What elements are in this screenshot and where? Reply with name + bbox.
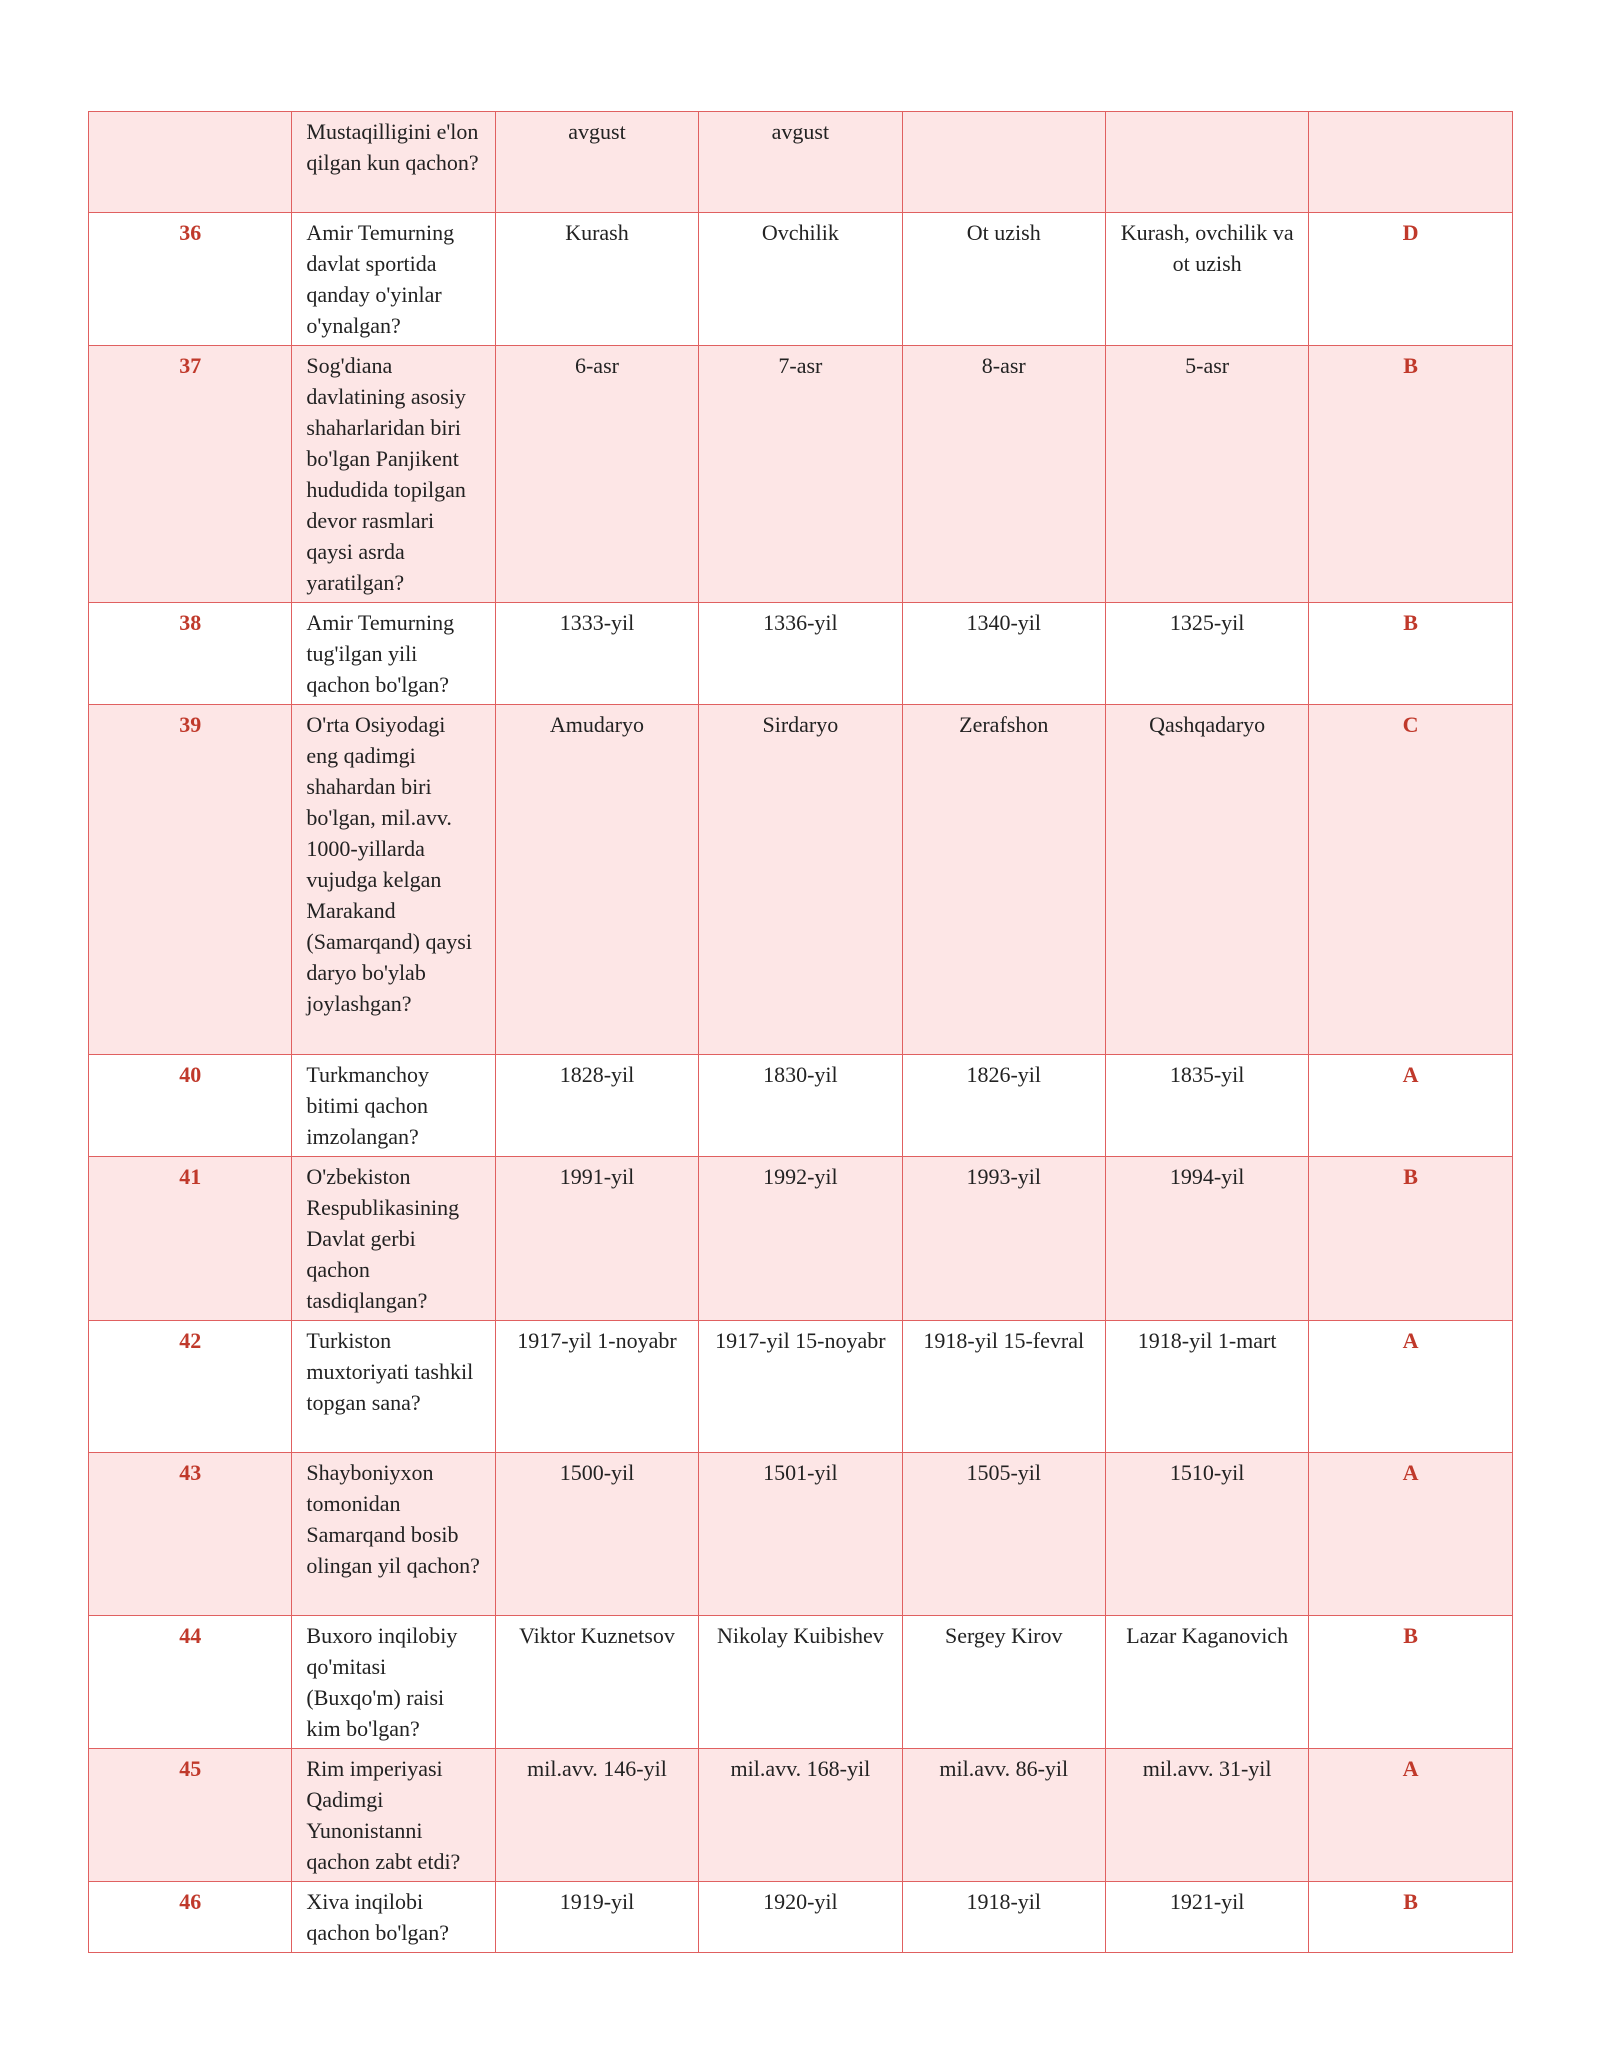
- option-c: 8-asr: [902, 346, 1105, 603]
- correct-answer: D: [1309, 213, 1512, 346]
- question-text: Mustaqilligini e'lon qilgan kun qachon?: [292, 112, 495, 213]
- question-text: Xiva inqilobi qachon bo'lgan?: [292, 1882, 495, 1953]
- option-c: 1918-yil 15-fevral: [902, 1321, 1105, 1453]
- question-text: Rim imperiyasi Qadimgi Yunonistanni qachon zabt etdi?: [292, 1749, 495, 1882]
- option-b: 1336-yil: [699, 603, 902, 705]
- question-text: Buxoro inqilobiy qo'mitasi (Buxqo'm) raisi kim bo'lgan?: [292, 1616, 495, 1749]
- option-a: avgust: [495, 112, 698, 213]
- option-c: 1993-yil: [902, 1157, 1105, 1321]
- correct-answer: C: [1309, 705, 1512, 1055]
- question-number: 43: [89, 1453, 292, 1616]
- option-d: mil.avv. 31-yil: [1105, 1749, 1308, 1882]
- option-c: 1918-yil: [902, 1882, 1105, 1953]
- question-text: Amir Temurning davlat sportida qanday o'yinlar o'ynalgan?: [292, 213, 495, 346]
- table-row: [89, 1882, 1513, 1953]
- option-d: 1918-yil 1-mart: [1105, 1321, 1308, 1453]
- table-row: [89, 1157, 1513, 1321]
- option-c: Zerafshon: [902, 705, 1105, 1055]
- option-c: mil.avv. 86-yil: [902, 1749, 1105, 1882]
- correct-answer: B: [1309, 1157, 1512, 1321]
- question-text: Sog'diana davlatining asosiy shaharlaridan biri bo'lgan Panjikent hududida topilgan devor rasmlari qaysi asrda yaratilgan?: [292, 346, 495, 603]
- question-number: 44: [89, 1616, 292, 1749]
- option-c: 1340-yil: [902, 603, 1105, 705]
- option-a: 1991-yil: [495, 1157, 698, 1321]
- correct-answer: A: [1309, 1749, 1512, 1882]
- table-row: [89, 1055, 1513, 1157]
- table-row: [89, 346, 1513, 603]
- option-b: 1917-yil 15-noyabr: [699, 1321, 902, 1453]
- option-d: 1510-yil: [1105, 1453, 1308, 1616]
- option-b: 1830-yil: [699, 1055, 902, 1157]
- question-text: O'zbekiston Respublikasining Davlat gerbi qachon tasdiqlangan?: [292, 1157, 495, 1321]
- correct-answer: B: [1309, 1882, 1512, 1953]
- option-d: 1994-yil: [1105, 1157, 1308, 1321]
- table-row: [89, 603, 1513, 705]
- table-row: [89, 1453, 1513, 1616]
- correct-answer: A: [1309, 1453, 1512, 1616]
- option-b: Nikolay Kuibishev: [699, 1616, 902, 1749]
- option-a: 1917-yil 1-noyabr: [495, 1321, 698, 1453]
- question-number: 39: [89, 705, 292, 1055]
- question-text: Turkiston muxtoriyati tashkil topgan sana?: [292, 1321, 495, 1453]
- question-number: 42: [89, 1321, 292, 1453]
- option-d: Qashqadaryo: [1105, 705, 1308, 1055]
- correct-answer: B: [1309, 1616, 1512, 1749]
- option-a: Viktor Kuznetsov: [495, 1616, 698, 1749]
- correct-answer: A: [1309, 1321, 1512, 1453]
- question-number: 46: [89, 1882, 292, 1953]
- table-row: [89, 213, 1513, 346]
- question-number: 36: [89, 213, 292, 346]
- table-row: [89, 1616, 1513, 1749]
- option-a: Amudaryo: [495, 705, 698, 1055]
- question-number: 40: [89, 1055, 292, 1157]
- option-d: [1105, 112, 1308, 213]
- option-d: 1835-yil: [1105, 1055, 1308, 1157]
- correct-answer: [1309, 112, 1512, 213]
- question-text: Shayboniyxon tomonidan Samarqand bosib olingan yil qachon?: [292, 1453, 495, 1616]
- option-a: mil.avv. 146-yil: [495, 1749, 698, 1882]
- quiz-table: [88, 111, 1513, 1953]
- correct-answer: B: [1309, 603, 1512, 705]
- option-b: mil.avv. 168-yil: [699, 1749, 902, 1882]
- option-c: Ot uzish: [902, 213, 1105, 346]
- option-a: 1500-yil: [495, 1453, 698, 1616]
- correct-answer: B: [1309, 346, 1512, 603]
- option-c: 1826-yil: [902, 1055, 1105, 1157]
- question-number: 37: [89, 346, 292, 603]
- quiz-table-body: [89, 112, 1513, 1953]
- option-a: 1333-yil: [495, 603, 698, 705]
- option-b: 1501-yil: [699, 1453, 902, 1616]
- option-d: 5-asr: [1105, 346, 1308, 603]
- option-b: Sirdaryo: [699, 705, 902, 1055]
- option-c: 1505-yil: [902, 1453, 1105, 1616]
- table-row: [89, 705, 1513, 1055]
- option-d: 1921-yil: [1105, 1882, 1308, 1953]
- question-number: 41: [89, 1157, 292, 1321]
- option-d: 1325-yil: [1105, 603, 1308, 705]
- option-c: [902, 112, 1105, 213]
- table-row: [89, 1321, 1513, 1453]
- option-b: 7-asr: [699, 346, 902, 603]
- option-a: 1919-yil: [495, 1882, 698, 1953]
- question-number: 38: [89, 603, 292, 705]
- option-d: Kurash, ovchilik va ot uzish: [1105, 213, 1308, 346]
- question-number: [89, 112, 292, 213]
- option-c: Sergey Kirov: [902, 1616, 1105, 1749]
- table-row: [89, 112, 1513, 213]
- option-a: Kurash: [495, 213, 698, 346]
- option-b: 1920-yil: [699, 1882, 902, 1953]
- option-b: Ovchilik: [699, 213, 902, 346]
- option-b: avgust: [699, 112, 902, 213]
- option-a: 6-asr: [495, 346, 698, 603]
- table-row: [89, 1749, 1513, 1882]
- question-text: Amir Temurning tug'ilgan yili qachon bo'lgan?: [292, 603, 495, 705]
- option-b: 1992-yil: [699, 1157, 902, 1321]
- option-d: Lazar Kaganovich: [1105, 1616, 1308, 1749]
- question-text: Turkmanchoy bitimi qachon imzolangan?: [292, 1055, 495, 1157]
- correct-answer: A: [1309, 1055, 1512, 1157]
- question-number: 45: [89, 1749, 292, 1882]
- option-a: 1828-yil: [495, 1055, 698, 1157]
- question-text: O'rta Osiyodagi eng qadimgi shahardan biri bo'lgan, mil.avv. 1000-yillarda vujudga kelgan Marakand (Samarqand) qaysi daryo bo'ylab joylashgan?: [292, 705, 495, 1055]
